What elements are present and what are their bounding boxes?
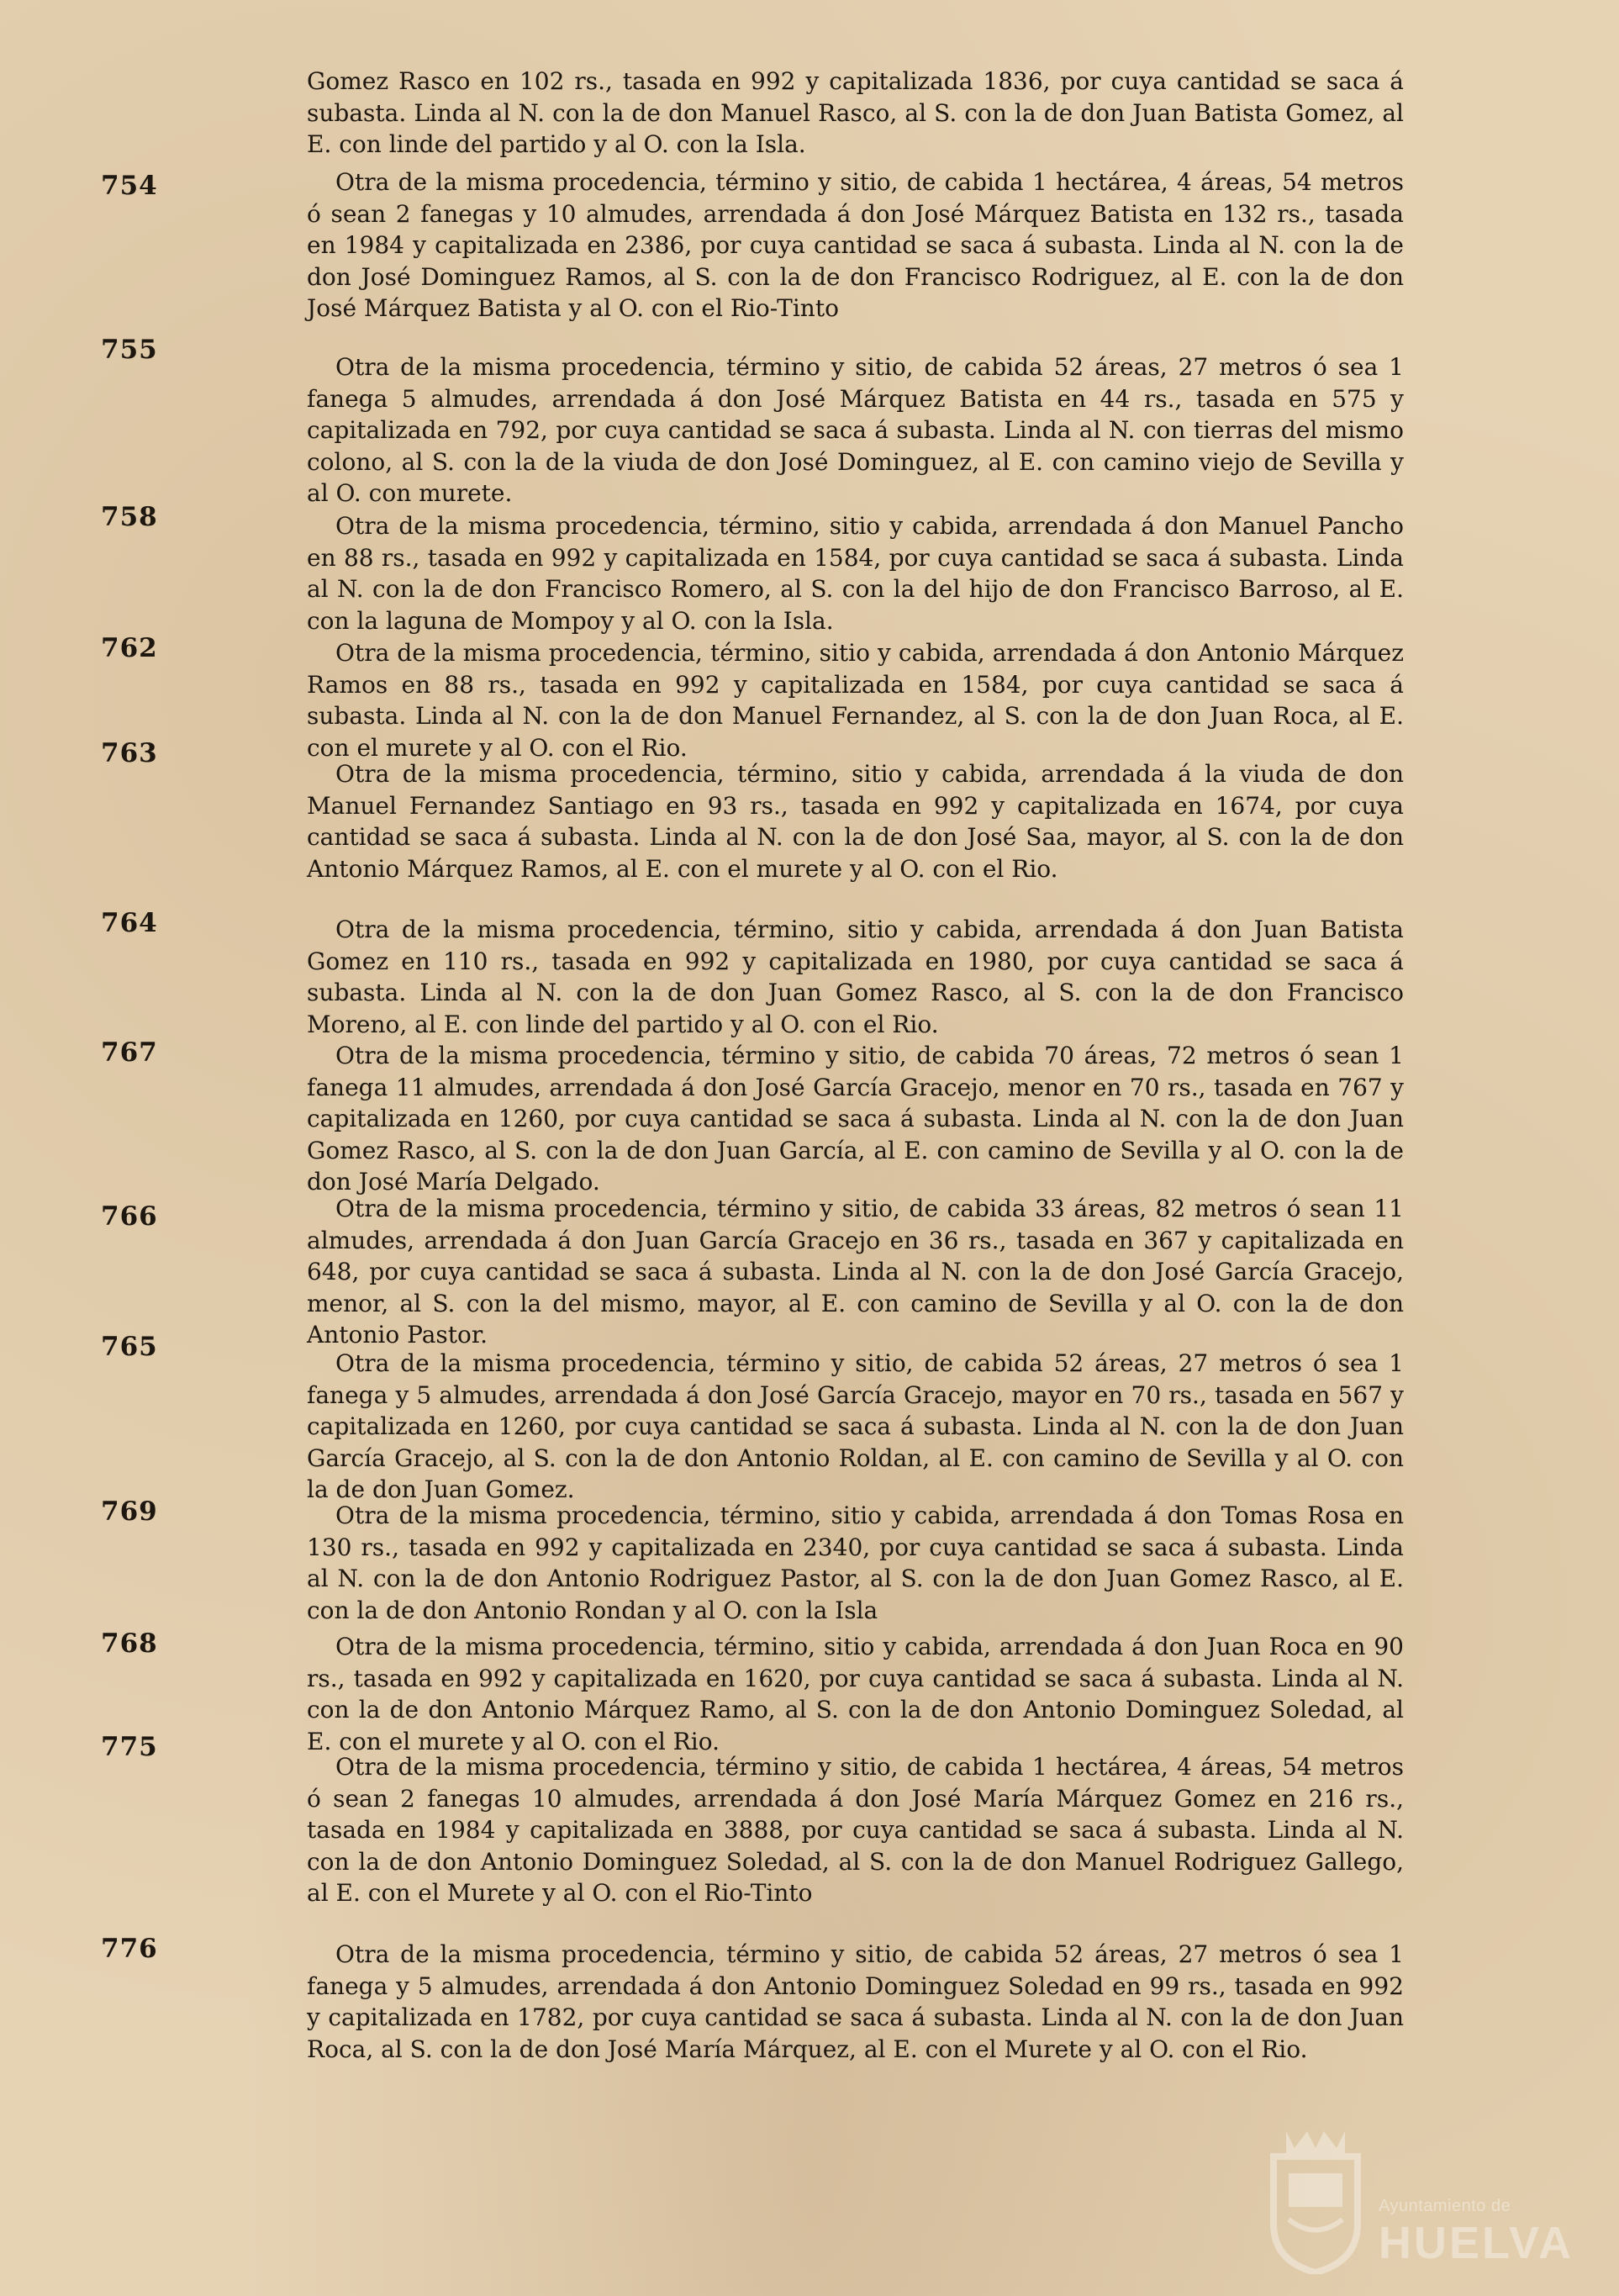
entry-number: 766 xyxy=(101,1201,158,1232)
entry-number: 755 xyxy=(101,335,158,365)
watermark-org-text: Ayuntamiento de xyxy=(1379,2197,1511,2215)
entry-text: Otra de la misma procedencia, término y sitio, de cabida 1 hectárea, 4 áreas, 54 metros ó sean 2 fanegas 10 almudes, arrendada á don José María Márquez Gomez en 216 rs., tasada en 1984 y capitalizada en 3888, por cuya cantidad se saca á subasta. Linda al N. con la de don Antonio Dominguez Soledad, al S. con la de don Manuel Rodriguez Gallego, al E. con el Murete y al O. con el Rio-Tinto xyxy=(307,1753,1404,1908)
entry-text: Otra de la misma procedencia, término, sitio y cabida, arrendada á don Antonio Márquez Ramos en 88 rs., tasada en 992 y capitalizada en 1584, por cuya cantidad se saca á subasta. Linda al N. con la de don Manuel Fernandez, al S. con la de don Juan Roca, al E. con el murete y al O. con el Rio. xyxy=(307,639,1404,762)
entry-text: Otra de la misma procedencia, término, sitio y cabida, arrendada á don Manuel Pancho en 88 rs., tasada en 992 y capitalizada en 1584, por cuya cantidad se saca á subasta. Linda al N. con la de don Francisco Romero, al S. con la del hijo de don Francisco Barroso, al E. con la laguna de Mompoy y al O. con la Isla. xyxy=(307,512,1404,635)
huelva-coat-of-arms-icon xyxy=(1265,2123,1366,2274)
entry-number: 768 xyxy=(101,1628,158,1659)
entry-text: Otra de la misma procedencia, término, sitio y cabida, arrendada á don Juan Roca en 90 rs., tasada en 992 y capitalizada en 1620, por cuya cantidad se saca á subasta. Linda al N. con la de don Antonio Márquez Ramo, al S. con la de don Antonio Dominguez Soledad, al E. con el murete y al O. con el Rio. xyxy=(307,1633,1404,1755)
entry-number: 762 xyxy=(101,633,158,663)
entry-number: 769 xyxy=(101,1496,158,1527)
watermark-seal xyxy=(1265,2123,1574,2283)
entry-text: Otra de la misma procedencia, término y sitio, de cabida 52 áreas, 27 metros ó sea 1 fanega y 5 almudes, arrendada á don José García Gracejo, mayor en 70 rs., tasada en 567 y capitalizada en 1260, por cuya cantidad se saca á subasta. Linda al N. con la de don Juan García Gracejo, al S. con la de don Antonio Roldan, al E. con camino de Sevilla y al O. con la de don Juan Gomez. xyxy=(307,1349,1404,1504)
watermark-city-text: HUELVA xyxy=(1379,2218,1574,2268)
entry-number: 776 xyxy=(101,1934,158,1964)
entry-text: Otra de la misma procedencia, término, sitio y cabida, arrendada á la viuda de don Manuel Fernandez Santiago en 93 rs., tasada en 992 y capitalizada en 1674, por cuya cantidad se saca á subasta. Linda al N. con la de don José Saa, mayor, al S. con la de don Antonio Márquez Ramos, al E. con el murete y al O. con el Rio. xyxy=(307,760,1404,883)
opening-paragraph xyxy=(307,66,1404,161)
entry-number: 764 xyxy=(101,908,158,938)
entry-number: 763 xyxy=(101,738,158,768)
entry-number: 775 xyxy=(101,1732,158,1762)
entry-text: Otra de la misma procedencia, término y sitio, de cabida 1 hectárea, 4 áreas, 54 metros ó sean 2 fanegas y 10 almudes, arrendada á don José Márquez Batista en 132 rs., tasada en 1984 y capitalizada en 2386, por cuya cantidad se saca á subasta. Linda al N. con la de don José Dominguez Ramos, al S. con la de don Francisco Rodriguez, al E. con la de don José Márquez Batista y al O. con el Rio-Tinto xyxy=(307,168,1404,323)
entry-text: Otra de la misma procedencia, término y sitio, de cabida 52 áreas, 27 metros ó sea 1 fanega 5 almudes, arrendada á don José Márquez Batista en 44 rs., tasada en 575 y capitalizada en 792, por cuya cantidad se saca á subasta. Linda al N. con tierras del mismo colono, al S. con la de la viuda de don José Dominguez, al E. con camino viejo de Sevilla y al O. con murete. xyxy=(307,353,1404,508)
entry-text: Otra de la misma procedencia, término y sitio, de cabida 33 áreas, 82 metros ó sean 11 almudes, arrendada á don Juan García Gracejo en 36 rs., tasada en 367 y capitalizada en 648, por cuya cantidad se saca á subasta. Linda al N. con la de don José García Gracejo, menor, al S. con la del mismo, mayor, al E. con camino de Sevilla y al O. con la de don Antonio Pastor. xyxy=(307,1195,1404,1349)
entry-text: Otra de la misma procedencia, término, sitio y cabida, arrendada á don Juan Batista Gomez en 110 rs., tasada en 992 y capitalizada en 1980, por cuya cantidad se saca á subasta. Linda al N. con la de don Juan Gomez Rasco, al S. con la de don Francisco Moreno, al E. con linde del partido y al O. con el Rio. xyxy=(307,916,1404,1038)
entry-number: 767 xyxy=(101,1037,158,1068)
opening-text: Gomez Rasco en 102 rs., tasada en 992 y capitalizada 1836, por cuya cantidad se saca á subasta. Linda al N. con la de don Manuel Rasco, al S. con la de don Juan Batista Gomez, al E. con linde del partido y al O. con la Isla. xyxy=(307,67,1404,159)
entry-number: 758 xyxy=(101,502,158,532)
entry-number: 754 xyxy=(101,171,158,201)
entry-text: Otra de la misma procedencia, término y sitio, de cabida 52 áreas, 27 metros ó sea 1 fanega y 5 almudes, arrendada á don Antonio Dominguez Soledad en 99 rs., tasada en 992 y capitalizada en 1782, por cuya cantidad se saca á subasta. Linda al N. con la de don Juan Roca, al S. con la de don José María Márquez, al E. con el Murete y al O. con el Rio. xyxy=(307,1940,1404,2063)
entry-number: 765 xyxy=(101,1332,158,1362)
entry-text: Otra de la misma procedencia, término, sitio y cabida, arrendada á don Tomas Rosa en 130 rs., tasada en 992 y capitalizada en 2340, por cuya cantidad se saca á subasta. Linda al N. con la de don Antonio Rodriguez Pastor, al S. con la de don Juan Gomez Rasco, al E. con la de don Antonio Rondan y al O. con la Isla xyxy=(307,1502,1404,1624)
entry-text: Otra de la misma procedencia, término y sitio, de cabida 70 áreas, 72 metros ó sean 1 fanega 11 almudes, arrendada á don José García Gracejo, menor en 70 rs., tasada en 767 y capitalizada en 1260, por cuya cantidad se saca á subasta. Linda al N. con la de don Juan Gomez Rasco, al S. con la de don Juan García, al E. con camino de Sevilla y al O. con la de don José María Delgado. xyxy=(307,1042,1404,1196)
